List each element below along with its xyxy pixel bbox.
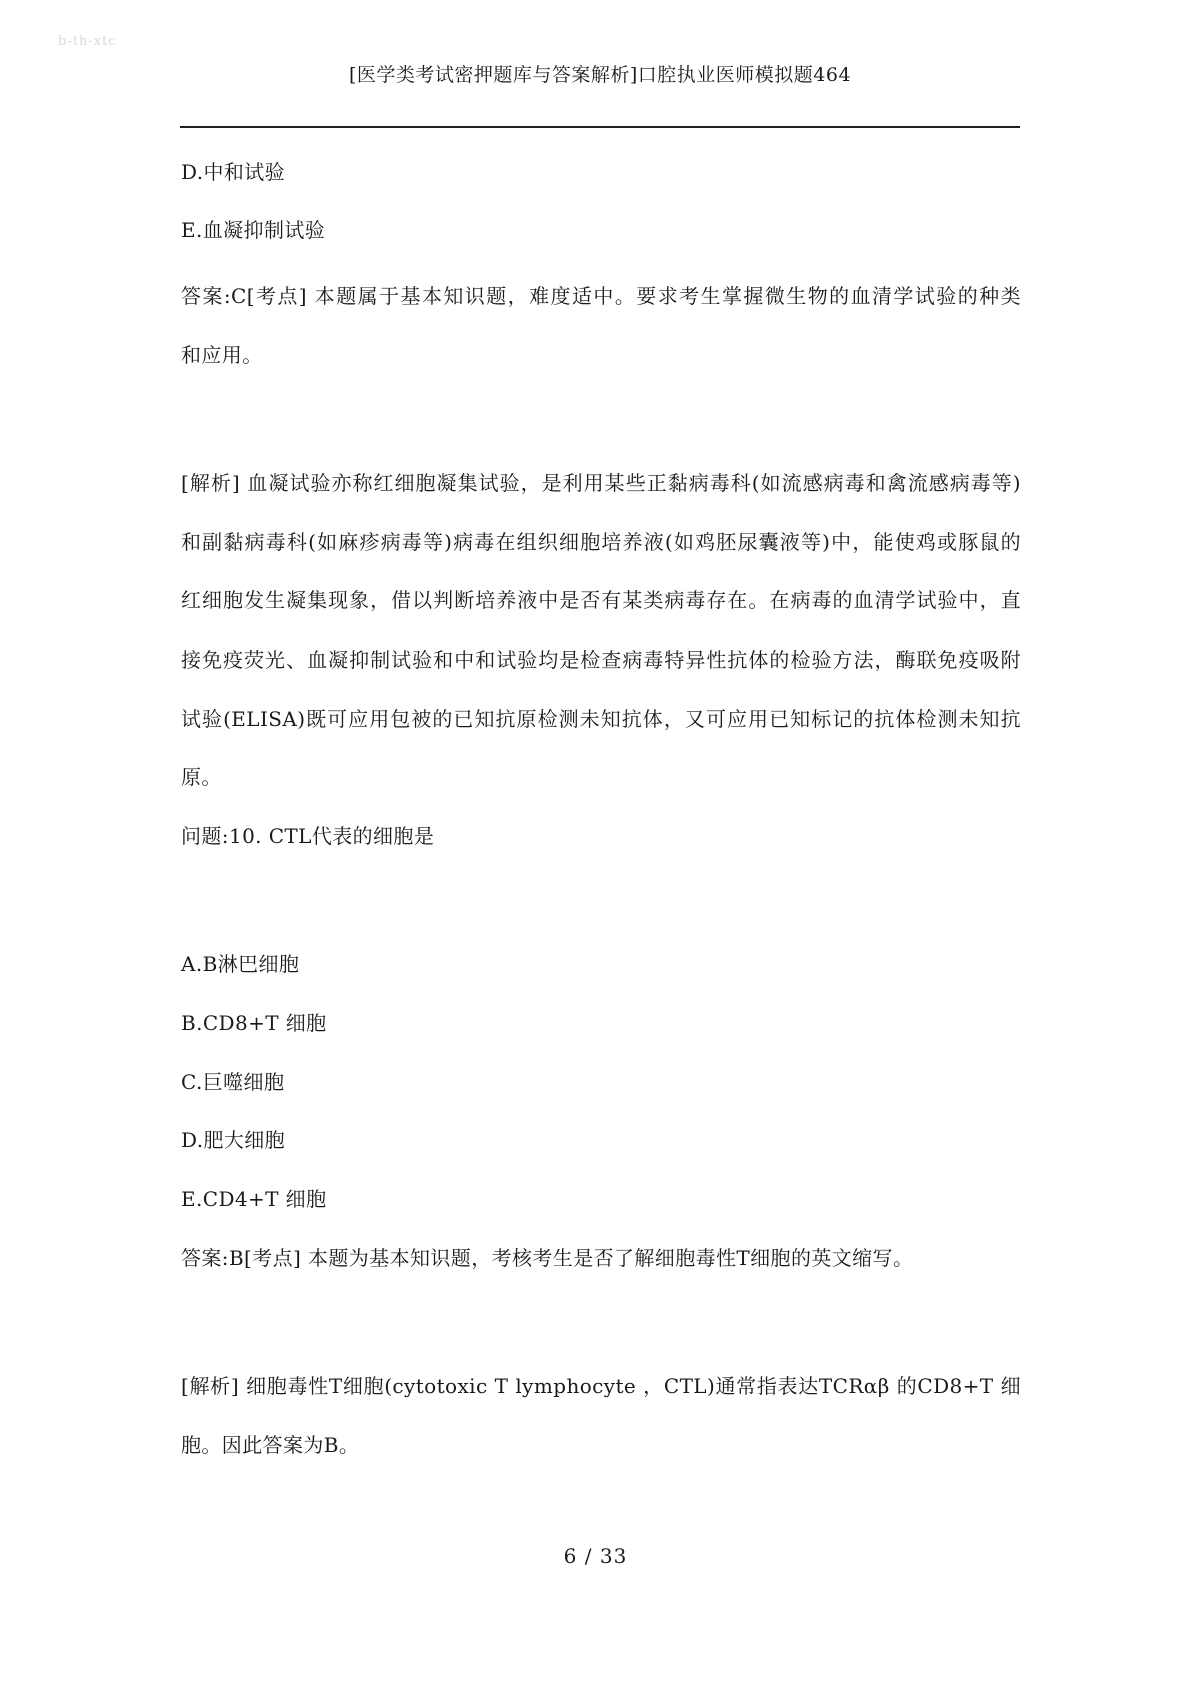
question-10-stem: 问题:10. CTL代表的细胞是 bbox=[181, 824, 435, 848]
analysis-q10-line-1: [解析] 细胞毒性T细胞(cytotoxic T lymphocyte ，CTL)通常指表达TCRαβ 的CD8+T 细 bbox=[181, 1374, 1021, 1398]
analysis-line-2: 和副黏病毒科(如麻疹病毒等)病毒在组织细胞培养液(如鸡胚尿囊液等)中，能使鸡或豚鼠的 bbox=[181, 530, 1021, 554]
header-rule bbox=[180, 126, 1020, 128]
analysis-line-5: 试验(ELISA)既可应用包被的已知抗原检测未知抗体，又可应用已知标记的抗体检测未知抗 bbox=[181, 707, 1021, 731]
analysis-line-1: [解析] 血凝试验亦称红细胞凝集试验，是利用某些正黏病毒科(如流感病毒和禽流感病毒等) bbox=[181, 471, 1021, 495]
option-d-line-2: D.肥大细胞 bbox=[181, 1128, 286, 1152]
option-b-line: B.CD8+T 细胞 bbox=[181, 1011, 327, 1035]
analysis-line-3: 红细胞发生凝集现象，借以判断培养液中是否有某类病毒存在。在病毒的血清学试验中，直 bbox=[181, 588, 1021, 612]
option-e-line: E.血凝抑制试验 bbox=[181, 218, 326, 242]
answer-q10-line: 答案:B[考点] 本题为基本知识题，考核考生是否了解细胞毒性T细胞的英文缩写。 bbox=[181, 1246, 914, 1270]
analysis-line-4: 接免疫荧光、血凝抑制试验和中和试验均是检查病毒特异性抗体的检验方法，酶联免疫吸附 bbox=[181, 648, 1021, 672]
page-number: 6 / 33 bbox=[563, 1544, 628, 1568]
option-d-line: D.中和试验 bbox=[181, 160, 286, 184]
option-a-line: A.B淋巴细胞 bbox=[181, 952, 300, 976]
option-c-line: C.巨噬细胞 bbox=[181, 1070, 285, 1094]
analysis-line-6: 原。 bbox=[181, 765, 222, 789]
running-header-title: [医学类考试密押题库与答案解析]口腔执业医师模拟题464 bbox=[348, 64, 852, 86]
analysis-q10-line-2: 胞。因此答案为B。 bbox=[181, 1433, 360, 1457]
answer-line-2: 和应用。 bbox=[181, 343, 263, 367]
option-e-line-2: E.CD4+T 细胞 bbox=[181, 1187, 327, 1211]
corner-watermark: b-th-xtc bbox=[58, 34, 117, 49]
answer-line-1: 答案:C[考点] 本题属于基本知识题，难度适中。要求考生掌握微生物的血清学试验的种类 bbox=[181, 284, 1021, 308]
